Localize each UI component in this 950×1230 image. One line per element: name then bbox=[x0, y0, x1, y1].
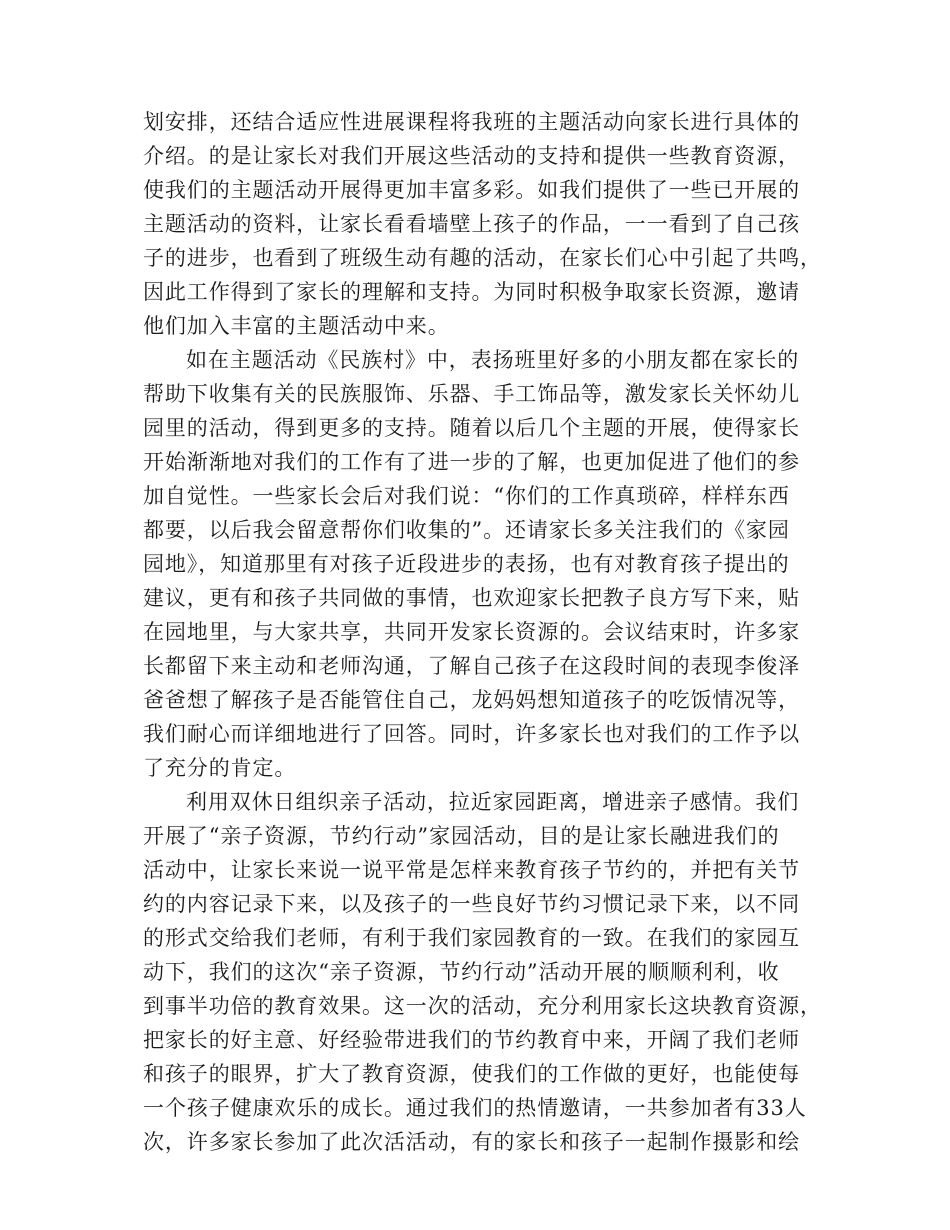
text-line: 把家长的好主意、好经验带进我们的节约教育中来，开阔了我们老师 bbox=[143, 1028, 800, 1052]
text-line: 爸爸想了解孩子是否能管住自己，龙妈妈想知道孩子的吃饭情况等， bbox=[143, 688, 800, 712]
text-line: 活动中，让家长来说一说平常是怎样来教育孩子节约的，并把有关节 bbox=[143, 858, 800, 882]
text-line: 约的内容记录下来，以及孩子的一些良好节约习惯记录下来，以不同 bbox=[143, 892, 800, 916]
text-line: 因此工作得到了家长的理解和支持。为同时积极争取家长资源，邀请 bbox=[143, 280, 800, 304]
text-line: 园地》，知道那里有对孩子近段进步的表扬，也有对教育孩子提出的 bbox=[143, 552, 790, 576]
text-line: 加自觉性。一些家长会后对我们说：“你们的工作真琐碎，样样东西 bbox=[143, 484, 790, 508]
text-line: 的形式交给我们老师，有利于我们家园教育的一致。在我们的家园互 bbox=[143, 926, 800, 950]
text-line: 利用双休日组织亲子活动，拉近家园距离，增进亲子感情。我们 bbox=[186, 790, 800, 814]
text-line: 主题活动的资料，让家长看看墙壁上孩子的作品，一一看到了自己孩 bbox=[143, 212, 800, 236]
text-line: 在园地里，与大家共享，共同开发家长资源的。会议结束时，许多家 bbox=[143, 620, 800, 644]
text-line: 都要，以后我会留意帮你们收集的”。还请家长多关注我们的《家园 bbox=[143, 518, 790, 542]
text-line: 子的进步，也看到了班级生动有趣的活动，在家长们心中引起了共鸣， bbox=[143, 246, 822, 270]
text-line: 我们耐心而详细地进行了回答。同时，许多家长也对我们的工作予以 bbox=[143, 722, 800, 746]
text-line: 和孩子的眼界，扩大了教育资源，使我们的工作做的更好，也能使每 bbox=[143, 1062, 800, 1086]
text-line: 使我们的主题活动开展得更加丰富多彩。如我们提供了一些已开展的 bbox=[143, 178, 800, 202]
text-line: 了充分的肯定。 bbox=[143, 756, 297, 780]
text-line: 园里的活动，得到更多的支持。随着以后几个主题的开展，使得家长 bbox=[143, 416, 800, 440]
text-line: 划安排，还结合适应性进展课程将我班的主题活动向家长进行具体的 bbox=[143, 110, 800, 134]
text-line: 到事半功倍的教育效果。这一次的活动，充分利用家长这块教育资源， bbox=[143, 994, 822, 1018]
text-line: 开展了“亲子资源，节约行动”家园活动，目的是让家长融进我们的 bbox=[143, 824, 780, 848]
text-line: 开始渐渐地对我们的工作有了进一步的了解，也更加促进了他们的参 bbox=[143, 450, 800, 474]
text-line: 他们加入丰富的主题活动中来。 bbox=[143, 314, 450, 338]
text-line: 一个孩子健康欢乐的成长。通过我们的热情邀请，一共参加者有33人 bbox=[143, 1096, 807, 1120]
text-line: 动下，我们的这次“亲子资源，节约行动”活动开展的顺顺利利，收 bbox=[143, 960, 780, 984]
text-line: 建议，更有和孩子共同做的事情，也欢迎家长把教子良方写下来，贴 bbox=[143, 586, 800, 610]
text-line: 长都留下来主动和老师沟通，了解自己孩子在这段时间的表现李俊泽 bbox=[143, 654, 800, 678]
text-line: 帮助下收集有关的民族服饰、乐器、手工饰品等，激发家长关怀幼儿 bbox=[143, 382, 800, 406]
text-line: 次，许多家长参加了此次活活动，有的家长和孩子一起制作摄影和绘 bbox=[143, 1130, 800, 1154]
text-line: 介绍。的是让家长对我们开展这些活动的支持和提供一些教育资源， bbox=[143, 144, 800, 168]
text-line: 如在主题活动《民族村》中，表扬班里好多的小朋友都在家长的 bbox=[186, 348, 800, 372]
